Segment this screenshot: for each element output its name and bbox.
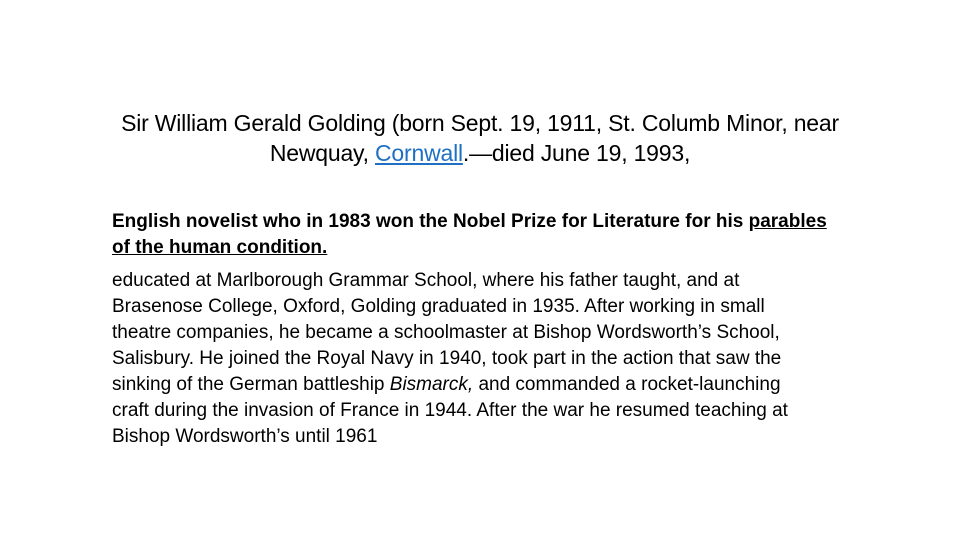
cornwall-link[interactable]: Cornwall <box>375 140 463 166</box>
lead-underlined-text: parables of the human condition. <box>112 211 827 258</box>
lead-text: English novelist who in 1983 won the Nobel Prize for Literature for his <box>112 211 749 232</box>
biography-text-end: and commanded a rocket-launching craft during the invasion of France in 1944. After the war he resumed teaching at Bishop Wordsworth’s until 1961 <box>112 374 788 447</box>
bismarck-text: Bismarck, <box>389 374 474 395</box>
biography-text-start: educated at Marlborough Grammar School, where his father taught, and at Brasenose College, Oxford, Golding graduated in 1935. After working in small theatre companies, he became a schoolmaster at Bishop Wordsworth’s School, Salisbury. He joined the Royal Navy in 1940, took part in the action that saw the sinking of the German battleship <box>112 270 782 395</box>
biography-paragraph <box>112 268 812 450</box>
slide-title <box>120 108 840 168</box>
title-text-end: .—died June 19, 1993, <box>462 140 691 166</box>
lead-paragraph <box>112 209 832 261</box>
title-text-start: Sir William Gerald Golding (born Sept. 19, 1911, St. Columb Minor, near Newquay, <box>121 110 839 166</box>
